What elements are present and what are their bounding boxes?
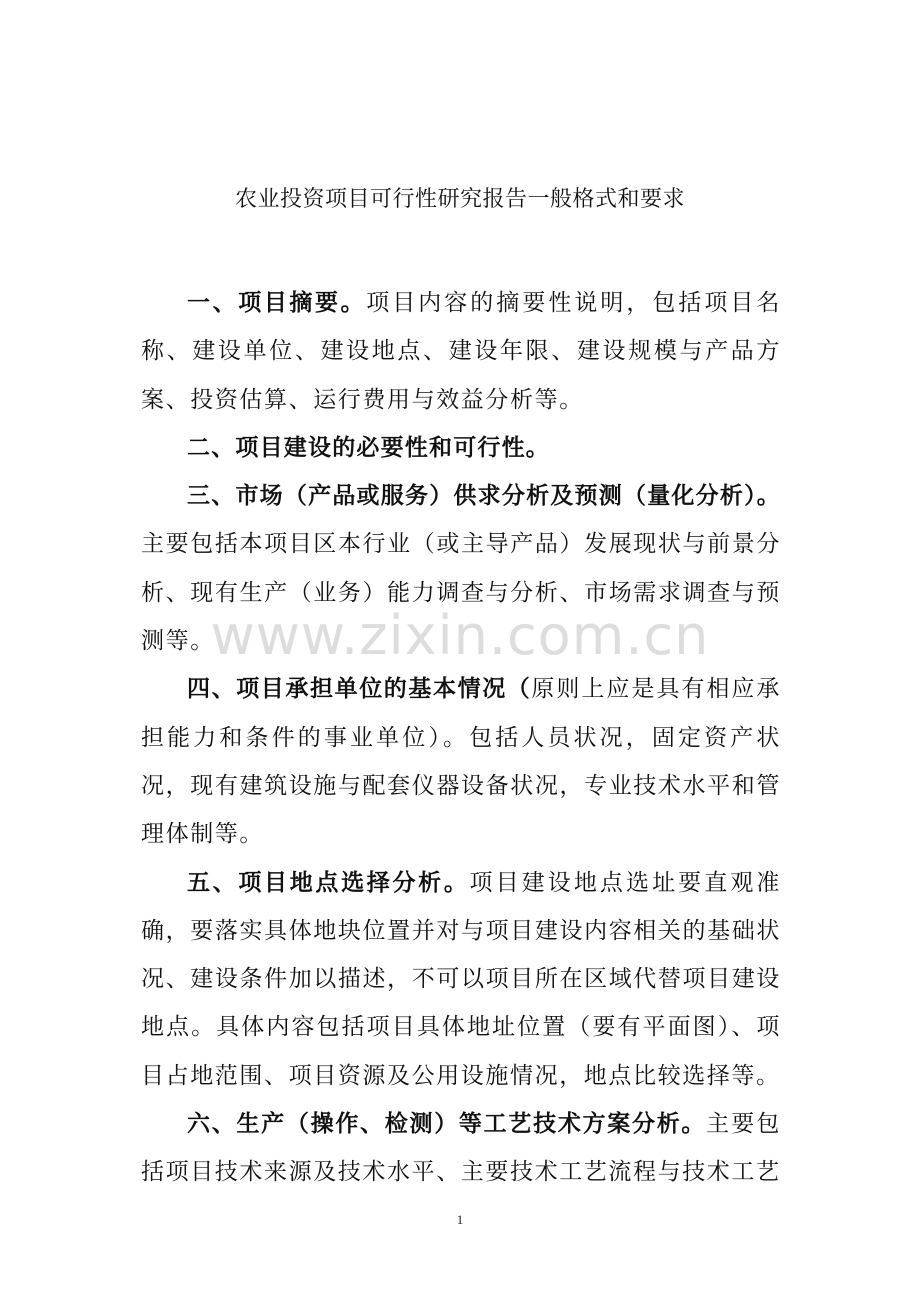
document-title: 农业投资项目可行性研究报告一般格式和要求 xyxy=(234,187,685,212)
section-3 xyxy=(141,472,781,665)
section-1 xyxy=(141,279,781,424)
section-1-heading: 一、项目摘要。 xyxy=(187,290,367,316)
section-2-heading: 二、项目建设的必要性和可行性。 xyxy=(187,434,550,461)
section-3-text: 主要包括本项目区本行业（或主导产品）发展现状与前景分析、现有生产（业务）能力调查与分析、市场需求调查与预测等。 xyxy=(141,531,781,655)
section-6 xyxy=(141,1100,781,1197)
section-4-heading: 四、项目承担单位的基本情况（ xyxy=(187,676,532,703)
section-5 xyxy=(141,859,781,1100)
section-6-text: 主要包括项目技术来源及技术水平、主要技术工艺流程与技术工艺 xyxy=(141,1111,781,1186)
section-5-text: 项目建设地点选址要直观准确，要落实具体地块位置并对与项目建设内容相关的基础状况、建设条件加以描述，不可以项目所在区域代替项目建设地点。具体内容包括项目具体地址位置（要有平面图）、项目占地范围、项目资源及公用设施情况，地点比较选择等。 xyxy=(141,869,781,1089)
watermark: www.zixin.com.cn xyxy=(210,604,710,667)
document-body xyxy=(141,279,781,1197)
section-1-text: 项目内容的摘要性说明，包括项目名称、建设单位、建设地点、建设年限、建设规模与产品方案、投资估算、运行费用与效益分析等。 xyxy=(141,290,781,413)
section-4 xyxy=(141,665,781,858)
section-5-heading: 五、项目地点选择分析。 xyxy=(187,869,470,896)
section-4-text: 原则上应是具有相应承担能力和条件的事业单位）。包括人员状况，固定资产状况，现有建筑设施与配套仪器设备状况，专业技术水平和管理体制等。 xyxy=(141,676,782,848)
section-6-heading: 六、生产（操作、检测）等工艺技术方案分析。 xyxy=(187,1111,707,1138)
page-number: 1 xyxy=(456,1212,464,1227)
section-3-heading: 三、市场（产品或服务）供求分析及预测（量化分析）。 xyxy=(187,483,781,510)
section-2 xyxy=(141,424,781,472)
